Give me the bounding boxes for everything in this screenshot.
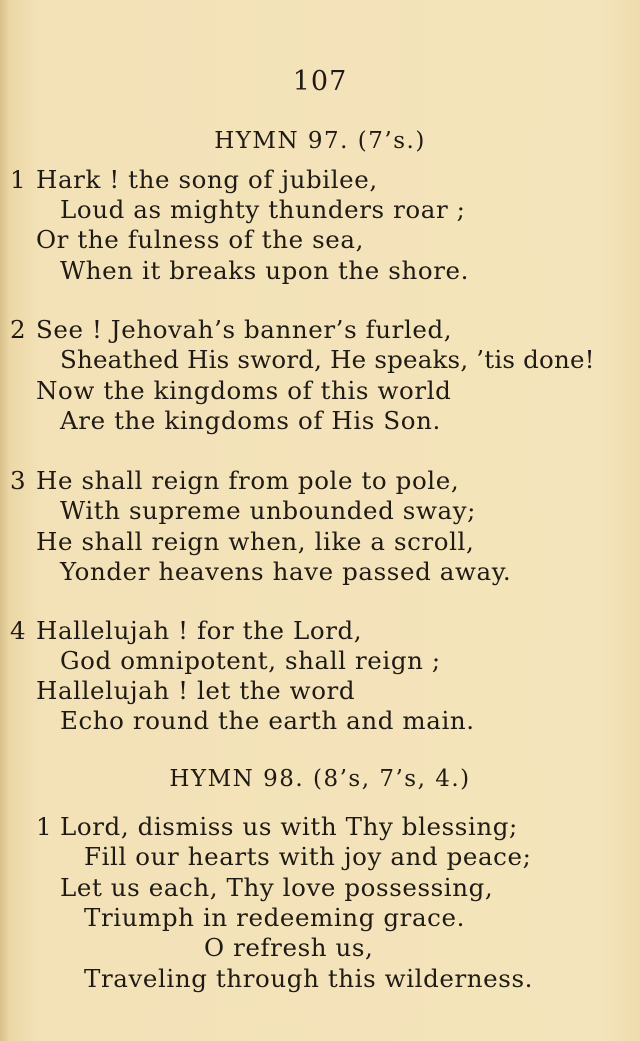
verse-number: 2 (10, 315, 26, 344)
verse-line: Hallelujah ! let the word (36, 676, 356, 705)
verse-line: Now the kingdoms of this world (36, 376, 452, 405)
verse-line: Fill our hearts with joy and peace; (84, 842, 532, 871)
verse-line: Hark ! the song of jubilee, (36, 165, 378, 194)
hymn-title: HYMN 97. (7’s.) (214, 128, 426, 154)
verse-line: Yonder heavens have passed away. (60, 557, 512, 586)
verse-line: God omnipotent, shall reign ; (60, 646, 441, 675)
verse-line: Are the kingdoms of His Son. (60, 406, 441, 435)
verse-line: Hallelujah ! for the Lord, (36, 616, 363, 645)
verse-line: See ! Jehovah’s banner’s furled, (36, 315, 453, 344)
verse-number: 4 (10, 616, 26, 645)
verse-line: Echo round the earth and main. (60, 706, 475, 735)
verse-line: Sheathed His sword, He speaks, ’tis done! (60, 345, 595, 374)
verse-line: Traveling through this wilderness. (84, 964, 534, 993)
verse-line: Lord, dismiss us with Thy blessing; (60, 812, 518, 841)
verse-line: With supreme unbounded sway; (60, 496, 477, 525)
verse-number: 1 (36, 812, 52, 841)
verse-number: 3 (10, 466, 26, 495)
verse-line: O refresh us, (204, 933, 374, 962)
verse-line: When it breaks upon the shore. (60, 256, 469, 285)
verse-line: Loud as mighty thunders roar ; (60, 195, 466, 224)
verse-line: He shall reign when, like a scroll, (36, 527, 475, 556)
verse-line: Or the fulness of the sea, (36, 225, 364, 254)
page-number: 107 (292, 66, 348, 97)
verse-number: 1 (10, 165, 26, 194)
verse-line: Triumph in redeeming grace. (84, 903, 465, 932)
verse-line: Let us each, Thy love possessing, (60, 873, 494, 902)
hymn-title: HYMN 98. (8’s, 7’s, 4.) (169, 766, 471, 792)
verse-line: He shall reign from pole to pole, (36, 466, 460, 495)
